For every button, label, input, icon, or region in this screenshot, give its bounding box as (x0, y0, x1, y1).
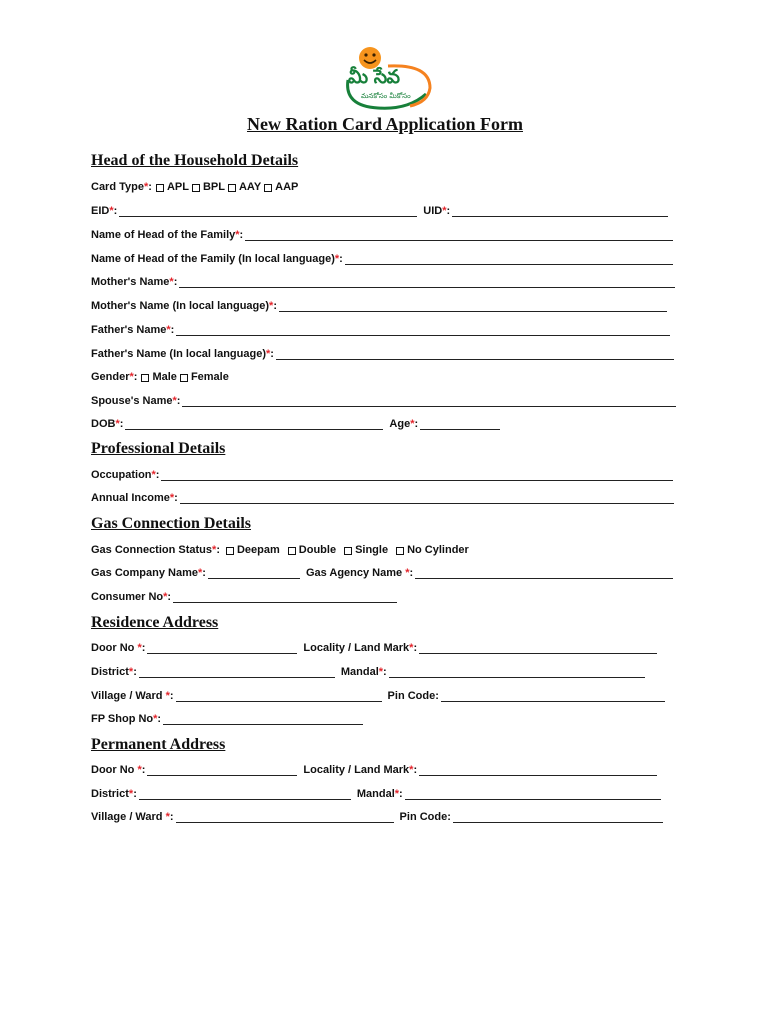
mee-seva-logo (338, 44, 438, 116)
res-district-field[interactable] (139, 666, 335, 678)
perm-village-field[interactable] (176, 811, 394, 823)
head-name-row: Name of Head of the Family * : (91, 229, 675, 242)
res-district-row: District * : Mandal * : (91, 666, 647, 679)
perm-village-row: Village / Ward * : Pin Code : (91, 811, 665, 824)
dob-field[interactable] (125, 418, 383, 430)
res-mandal-field[interactable] (389, 666, 645, 678)
perm-district-field[interactable] (139, 788, 351, 800)
consumer-no-label: Consumer No (91, 591, 164, 603)
gas-company-field[interactable] (208, 567, 300, 579)
card-type-label: Card Type (91, 181, 144, 193)
option-apl: APL (166, 181, 189, 193)
res-district-label: District (91, 666, 129, 678)
logo-text: మీ సేవ (348, 66, 400, 88)
res-pincode-field[interactable] (441, 690, 665, 702)
gas-company-label: Gas Company Name (91, 567, 198, 579)
dob-age-row: DOB * : Age * : (91, 418, 502, 431)
checkbox-no-cylinder[interactable] (396, 547, 404, 555)
perm-district-label: District (91, 788, 129, 800)
required-asterisk: * (143, 181, 149, 193)
section-professional: Professional Details (91, 440, 226, 457)
mother-name-field[interactable] (179, 276, 675, 288)
spouse-name-row: Spouse's Name * : (91, 395, 678, 408)
consumer-no-row: Consumer No * : (91, 591, 399, 604)
card-type-row: Card Type * : APL BPL AAY AAP (91, 181, 299, 193)
perm-locality-field[interactable] (419, 764, 657, 776)
res-locality-field[interactable] (419, 642, 657, 654)
option-no-cylinder: No Cylinder (407, 544, 469, 556)
father-name-field[interactable] (176, 324, 670, 336)
mother-name-label: Mother's Name (91, 276, 170, 288)
option-aay: AAY (238, 181, 262, 193)
checkbox-deepam[interactable] (226, 547, 234, 555)
checkbox-aap[interactable] (264, 184, 272, 192)
res-door-field[interactable] (147, 642, 297, 654)
father-name-local-label: Father's Name (In local language) (91, 348, 266, 360)
fp-shop-label: FP Shop No (91, 713, 154, 725)
option-deepam: Deepam (236, 544, 280, 556)
perm-door-row: Door No * : Locality / Land Mark * : (91, 764, 659, 777)
head-name-local-row: Name of Head of the Family (In local language) * : (91, 253, 675, 266)
perm-door-label: Door No (91, 764, 135, 776)
head-name-field[interactable] (245, 229, 673, 241)
uid-label: UID (423, 205, 443, 217)
eid-field[interactable] (119, 205, 417, 217)
occupation-field[interactable] (161, 469, 673, 481)
section-residence-address: Residence Address (91, 614, 219, 631)
form-title: New Ration Card Application Form (247, 114, 523, 134)
perm-mandal-field[interactable] (405, 788, 661, 800)
eid-uid-row: EID * : UID * : (91, 205, 670, 218)
fp-shop-row: FP Shop No * : (91, 713, 365, 726)
res-locality-label: Locality / Land Mark (303, 642, 410, 654)
father-name-local-field[interactable] (276, 348, 674, 360)
perm-pincode-field[interactable] (453, 811, 663, 823)
option-female: Female (190, 371, 229, 383)
option-double: Double (298, 544, 337, 556)
res-mandal-label: Mandal (340, 666, 379, 678)
res-village-field[interactable] (176, 690, 382, 702)
perm-door-field[interactable] (147, 764, 297, 776)
gas-agency-field[interactable] (415, 567, 673, 579)
logo-tagline: మనకోసం మీకోసం (361, 92, 411, 100)
age-label: Age (389, 418, 411, 430)
mother-name-local-field[interactable] (279, 300, 667, 312)
res-pincode-label: Pin Code (387, 690, 436, 702)
res-door-label: Door No (91, 642, 135, 654)
perm-locality-label: Locality / Land Mark (303, 764, 410, 776)
occupation-label: Occupation (91, 469, 152, 481)
section-permanent-address: Permanent Address (91, 736, 226, 753)
gas-company-row: Gas Company Name * : Gas Agency Name * : (91, 567, 675, 580)
spouse-name-label: Spouse's Name (91, 395, 173, 407)
father-name-local-row: Father's Name (In local language) * : (91, 348, 676, 361)
father-name-label: Father's Name (91, 324, 167, 336)
mother-name-local-label: Mother's Name (In local language) (91, 300, 270, 312)
head-name-label: Name of Head of the Family (91, 229, 236, 241)
mother-name-local-row: Mother's Name (In local language) * : (91, 300, 669, 313)
checkbox-aay[interactable] (228, 184, 236, 192)
section-head-of-household: Head of the Household Details (91, 152, 299, 169)
res-village-label: Village / Ward (91, 690, 163, 702)
father-name-row: Father's Name * : (91, 324, 672, 337)
head-name-local-label: Name of Head of the Family (In local language) (91, 253, 335, 265)
annual-income-row: Annual Income * : (91, 492, 676, 505)
checkbox-single[interactable] (344, 547, 352, 555)
spouse-name-field[interactable] (182, 395, 676, 407)
option-aap: AAP (275, 181, 299, 193)
fp-shop-field[interactable] (163, 713, 363, 725)
annual-income-label: Annual Income (91, 492, 170, 504)
gas-status-row: Gas Connection Status * : Deepam Double Single No Cylinder (91, 544, 469, 556)
gas-agency-label: Gas Agency Name (305, 567, 403, 579)
res-village-row: Village / Ward * : Pin Code : (91, 690, 667, 703)
gas-status-label: Gas Connection Status (91, 544, 213, 556)
perm-pincode-label: Pin Code (399, 811, 448, 823)
checkbox-female[interactable] (180, 374, 188, 382)
checkbox-double[interactable] (288, 547, 296, 555)
option-bpl: BPL (202, 181, 225, 193)
occupation-row: Occupation * : (91, 469, 675, 482)
perm-district-row: District * : Mandal * : (91, 788, 663, 801)
checkbox-male[interactable] (141, 374, 149, 382)
mother-name-row: Mother's Name * : (91, 276, 677, 289)
consumer-no-field[interactable] (173, 591, 397, 603)
age-field[interactable] (420, 418, 500, 430)
gender-label: Gender (91, 371, 130, 383)
option-male: Male (152, 371, 177, 383)
res-door-row: Door No * : Locality / Land Mark * : (91, 642, 659, 655)
checkbox-apl[interactable] (156, 184, 164, 192)
perm-village-label: Village / Ward (91, 811, 163, 823)
checkbox-bpl[interactable] (192, 184, 200, 192)
perm-mandal-label: Mandal (356, 788, 395, 800)
head-name-local-field[interactable] (345, 253, 673, 265)
dob-label: DOB (91, 418, 116, 430)
annual-income-field[interactable] (180, 492, 674, 504)
eid-label: EID (91, 205, 110, 217)
uid-field[interactable] (452, 205, 668, 217)
section-gas-connection: Gas Connection Details (91, 515, 251, 532)
option-single: Single (355, 544, 389, 556)
gender-row: Gender * : Male Female (91, 371, 229, 383)
